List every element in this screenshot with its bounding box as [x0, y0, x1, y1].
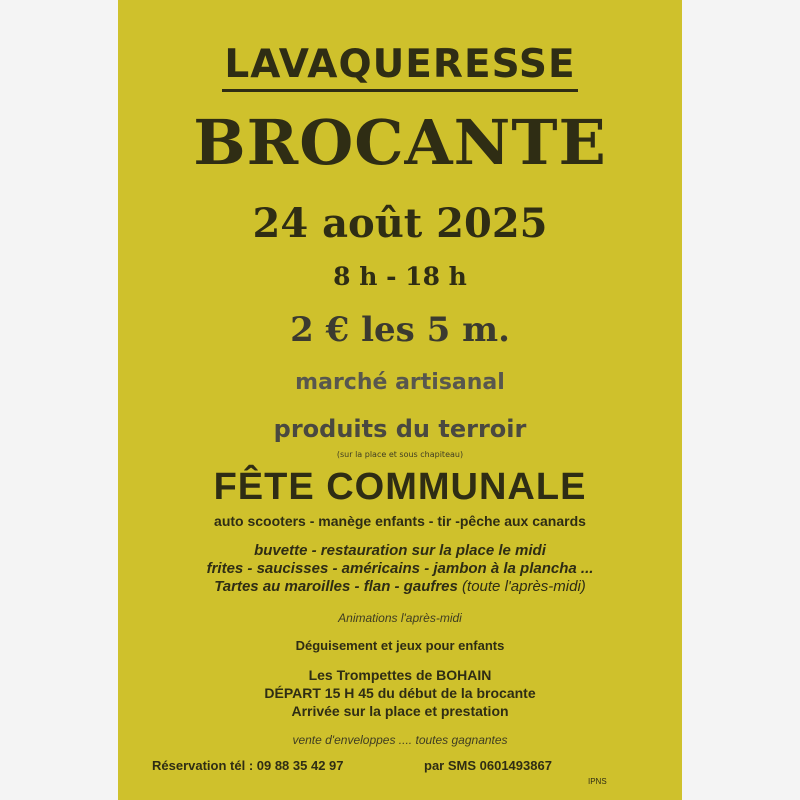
- fete-heading: FÊTE COMMUNALE: [213, 466, 587, 508]
- location-note: (sur la place et sous chapiteau): [336, 450, 464, 459]
- depart-line: DÉPART 15 H 45 du début de la brocante: [264, 685, 536, 701]
- arrivee-line: Arrivée sur la place et prestation: [291, 703, 509, 719]
- animations-line: Animations l'après-midi: [338, 611, 462, 625]
- tartes-note: (toute l'après-midi): [462, 578, 586, 595]
- buvette-line: buvette - restauration sur la place le midi: [254, 542, 546, 559]
- food-line: frites - saucisses - américains - jambon à la plancha ...: [206, 560, 594, 577]
- pitch-price: 2 € les 5 m.: [290, 310, 510, 350]
- event-date: 24 août 2025: [252, 200, 548, 247]
- rides-line: auto scooters - manège enfants - tir -pêche aux canards: [214, 513, 586, 529]
- trompettes-line: Les Trompettes de BOHAIN: [308, 667, 492, 683]
- market-label: marché artisanal: [295, 370, 505, 395]
- products-label: produits du terroir: [273, 415, 527, 443]
- reservation-phone: Réservation tél : 09 88 35 42 97: [152, 758, 344, 773]
- sms-contact: par SMS 0601493867: [424, 758, 552, 773]
- event-hours: 8 h - 18 h: [333, 262, 467, 291]
- event-title: BROCANTE: [193, 106, 607, 179]
- deguisement-line: Déguisement et jeux pour enfants: [295, 638, 505, 653]
- poster: [118, 0, 682, 800]
- tartes-line: [118, 578, 682, 595]
- enveloppes-line: vente d'enveloppes .... toutes gagnantes: [292, 733, 508, 747]
- ipns-mark: IPNS: [588, 777, 607, 786]
- town-name: LAVAQUERESSE: [118, 42, 682, 87]
- tartes-text: Tartes au maroilles - flan - gaufres: [214, 578, 458, 595]
